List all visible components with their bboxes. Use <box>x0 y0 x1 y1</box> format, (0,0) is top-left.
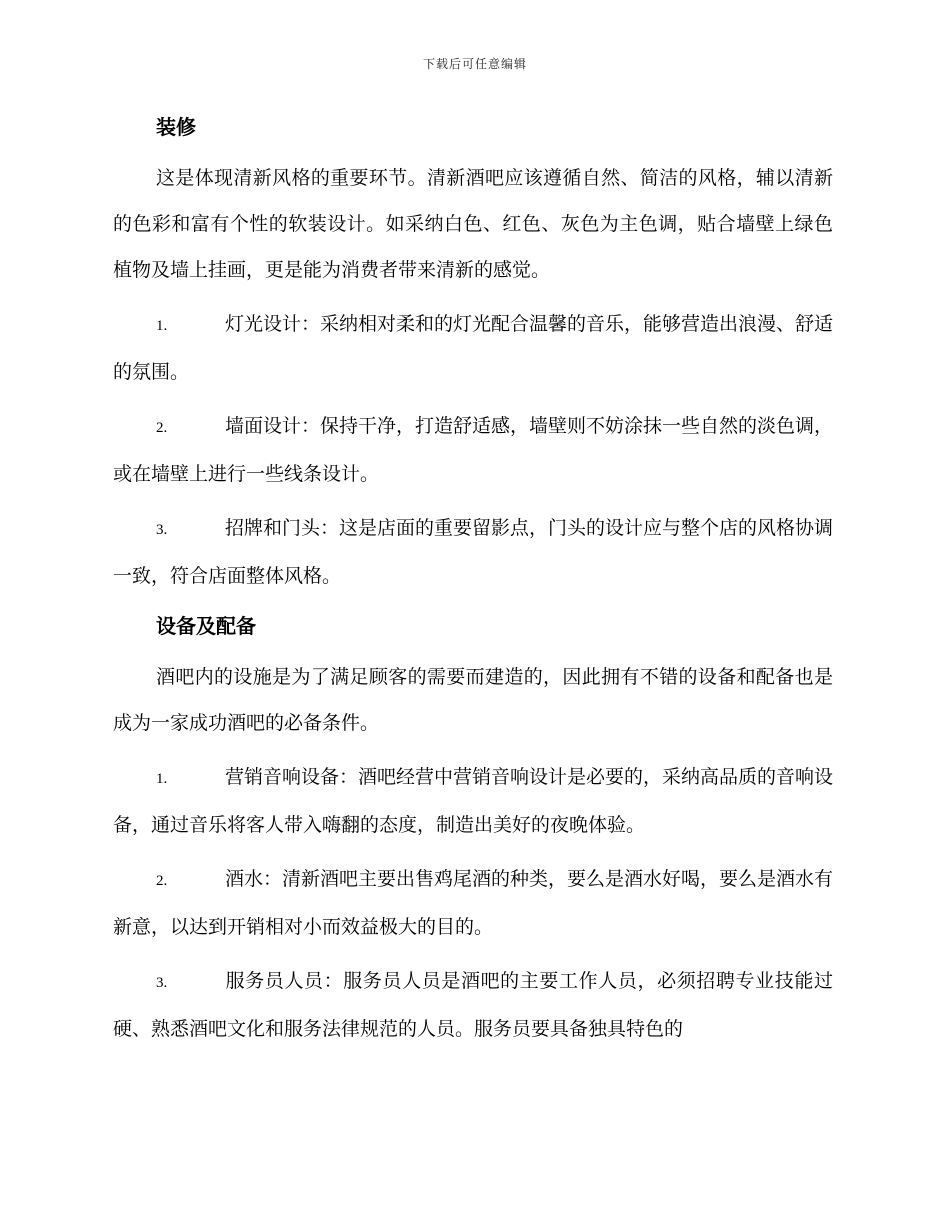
list-item <box>113 856 833 950</box>
document-body <box>113 110 833 1052</box>
list-number: 2. <box>156 873 168 889</box>
list-item <box>113 301 833 395</box>
page-header-note: 下载后可任意编辑 <box>422 57 527 71</box>
list-item <box>113 505 833 599</box>
list-text: 灯光设计：采纳相对柔和的灯光配合温馨的音乐，能够营造出浪漫、舒适的氛围。 <box>113 313 834 383</box>
list-number: 2. <box>156 420 168 436</box>
list-number: 1. <box>156 318 168 334</box>
section-intro-equipment: 酒吧内的设施是为了满足顾客的需要而建造的，因此拥有不错的设备和配备也是成为一家成功酒吧的必备条件。 <box>113 666 833 734</box>
list-text: 营销音响设备：酒吧经营中营销音响设计是必要的，采纳高品质的音响设备，通过音乐将客人带入嗨翻的态度，制造出美好的夜晚体验。 <box>113 766 834 836</box>
section-heading-equipment: 设备及配备 <box>156 614 256 638</box>
list-number: 1. <box>156 771 168 787</box>
list-item <box>113 754 833 848</box>
list-text: 墙面设计：保持干净，打造舒适感，墙壁则不妨涂抹一些自然的淡色调，或在墙壁上进行一些线条设计。 <box>113 415 834 485</box>
list-text: 服务员人员：服务员人员是酒吧的主要工作人员，必须招聘专业技能过硬、熟悉酒吧文化和服务法律规范的人员。服务员要具备独具特色的 <box>113 970 833 1040</box>
list-number: 3. <box>156 522 168 538</box>
list-item <box>113 958 833 1052</box>
section-intro-renovation: 这是体现清新风格的重要环节。清新酒吧应该遵循自然、简洁的风格，辅以清新的色彩和富有个性的软装设计。如采纳白色、红色、灰色为主色调，贴合墙壁上绿色植物及墙上挂画，更是能为消费者带来清新的感觉。 <box>113 167 833 281</box>
list-item <box>113 403 833 497</box>
list-text: 招牌和门头：这是店面的重要留影点，门头的设计应与整个店的风格协调一致，符合店面整体风格。 <box>113 517 834 587</box>
section-heading-renovation: 装修 <box>156 115 196 139</box>
list-text: 酒水：清新酒吧主要出售鸡尾酒的种类，要么是酒水好喝，要么是酒水有新意，以达到开销相对小而效益极大的目的。 <box>113 868 834 938</box>
list-number: 3. <box>156 975 168 991</box>
